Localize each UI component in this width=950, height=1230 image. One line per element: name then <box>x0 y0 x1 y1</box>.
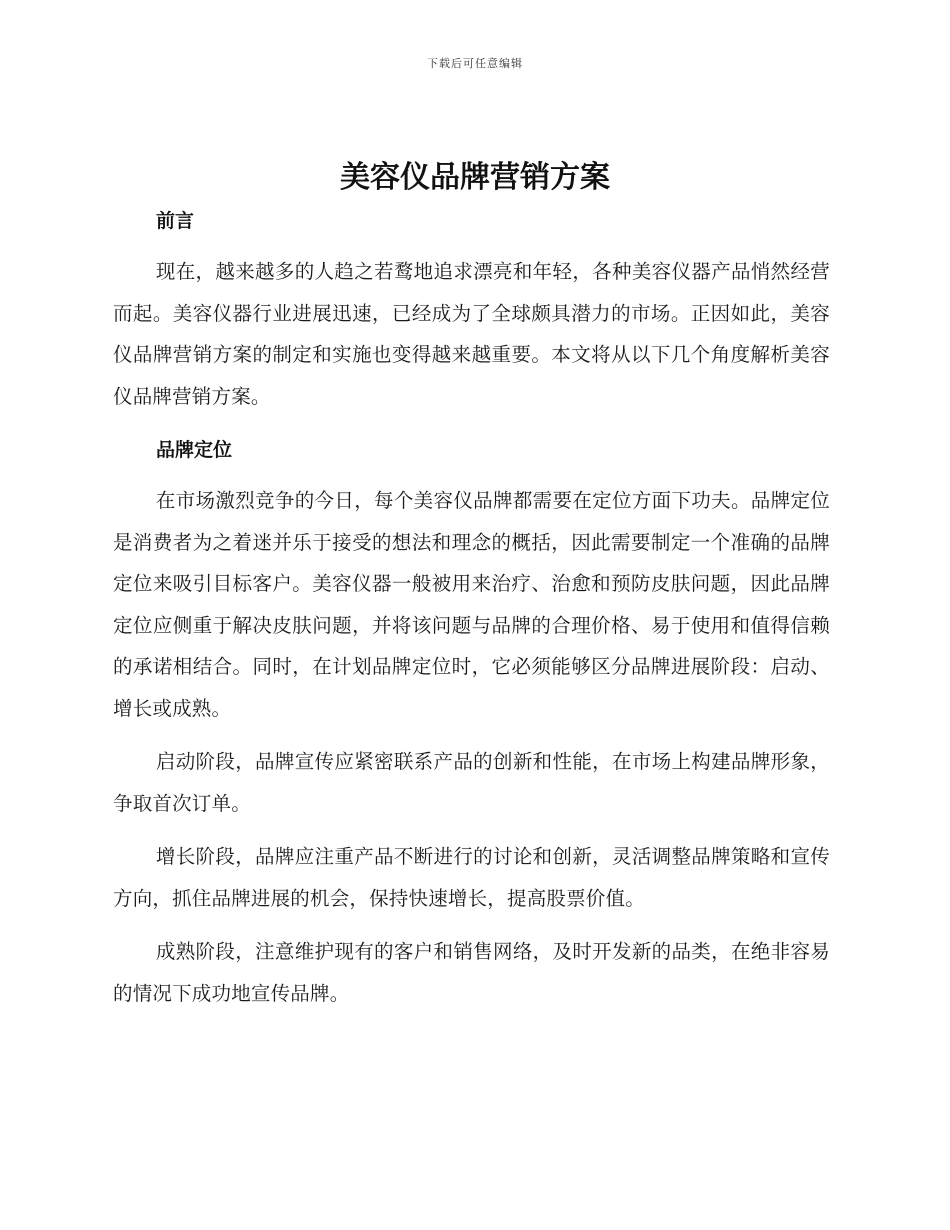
paragraph-startup-stage: 启动阶段，品牌宣传应紧密联系产品的创新和性能，在市场上构建品牌形象，争取首次订单。 <box>113 750 830 815</box>
paragraph-growth-stage: 增长阶段，品牌应注重产品不断进行的讨论和创新，灵活调整品牌策略和宣传方向，抓住品牌进展的机会，保持快速增长，提高股票价值。 <box>113 845 830 910</box>
page-header-note: 下载后可任意编辑 <box>427 57 523 70</box>
paragraph-mature-stage: 成熟阶段，注意维护现有的客户和销售网络，及时开发新的品类，在绝非容易的情况下成功地宣传品牌。 <box>113 940 830 1005</box>
section-heading-preface: 前言 <box>156 210 195 232</box>
document-title: 美容仪品牌营销方案 <box>340 160 610 195</box>
document-body <box>113 201 830 1014</box>
paragraph-preface: 现在，越来越多的人趋之若鹜地追求漂亮和年轻，各种美容仪器产品悄然经营而起。美容仪器行业进展迅速，已经成为了全球颇具潜力的市场。正因如此，美容仪品牌营销方案的制定和实施也变得越来越重要。本文将从以下几个角度解析美容仪品牌营销方案。 <box>113 260 830 408</box>
paragraph-brand-positioning: 在市场激烈竞争的今日，每个美容仪品牌都需要在定位方面下功夫。品牌定位是消费者为之着迷并乐于接受的想法和理念的概括，因此需要制定一个准确的品牌定位来吸引目标客户。美容仪器一般被用来治疗、治愈和预防皮肤问题，因此品牌定位应侧重于解决皮肤问题，并将该问题与品牌的合理价格、易于使用和值得信赖的承诺相结合。同时，在计划品牌定位时，它必须能够区分品牌进展阶段：启动、增长或成熟。 <box>113 489 830 720</box>
section-heading-brand-positioning: 品牌定位 <box>156 439 233 461</box>
